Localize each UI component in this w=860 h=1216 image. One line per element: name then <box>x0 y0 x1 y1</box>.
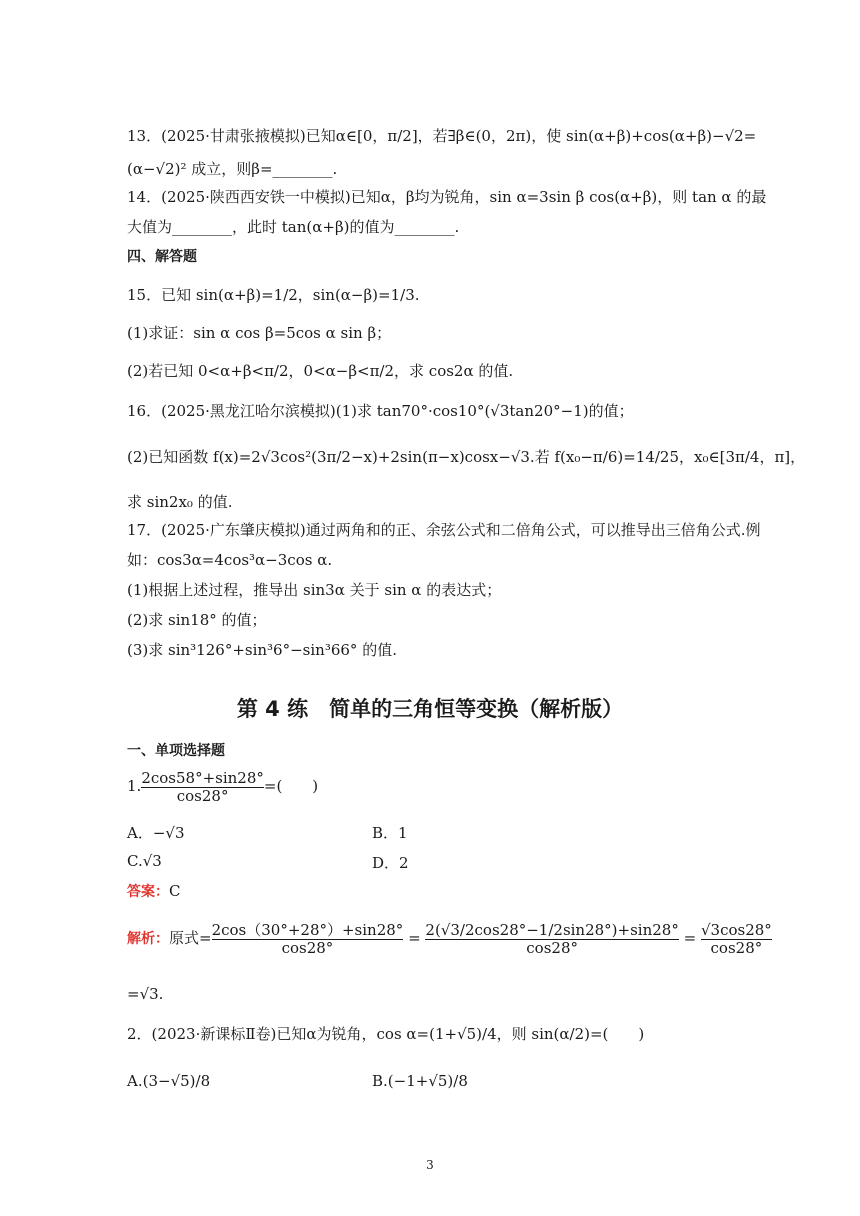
q16-part-1: 16．(2025·黑龙江哈尔滨模拟)(1)求 tan70°·cos10°(√3tan20°−1)的值； <box>127 402 634 420</box>
solution-intro: 原式= <box>169 929 212 947</box>
q15-part-1: (1)求证：sin α cos β=5cos α sin β； <box>127 324 392 342</box>
section-heading-1: 一、单项选择题 <box>127 743 225 759</box>
answer-label: 答案： <box>127 884 169 900</box>
q17-part-1: (1)根据上述过程，推导出 sin3α 关于 sin α 的表达式； <box>127 581 502 599</box>
p1-solution: 解析：原式= $\frac{2\cos(30^\circ+28^\circ)+\sin 28^\circ}{\cos 28^\circ}$ = $\frac{2(√3/2\cos 28^\circ-1/2\sin 28^\circ)+\sin 28^\circ}{\cos 28^\circ}$ = $\frac{√3\cos 28^\circ}{\cos 28^\circ}$ <box>127 921 772 957</box>
p1-tail: =( ) <box>263 777 319 795</box>
solution-fraction-2 <box>425 922 678 956</box>
q14-line-1: 14．(2025·陕西西安铁一中模拟)已知α，β均为锐角，sin α=3sin β cos(α+β)，则 tan α 的最 <box>127 188 767 206</box>
q17-part-3: (3)求 sin³126°+sin³6°−sin³66° 的值. <box>127 641 397 659</box>
solution-fraction-3 <box>701 922 772 956</box>
p1-option-c: C.√3 <box>127 852 162 870</box>
q13-line-1: 13．(2025·甘肃张掖模拟)已知α∈[0，π/2]，若∃β∈(0，2π)，使 sin(α+β)+cos(α+β)−√2= <box>127 127 757 145</box>
q16-part-2-cont: 求 sin2x₀ 的值. <box>127 493 233 511</box>
q17-line-1: 17．(2025·广东肇庆模拟)通过两角和的正、余弦公式和二倍角公式，可以推导出三倍角公式.例 <box>127 521 761 539</box>
p1-option-b: B．1 <box>372 824 408 842</box>
p2-question: 2．(2023·新课标Ⅱ卷)已知α为锐角，cos α=(1+√5)/4，则 sin(α/2)=( ) <box>127 1025 645 1043</box>
answer-value: C <box>169 882 181 900</box>
q16-part-2: (2)已知函数 f(x)=2√3cos²(3π/2−x)+2sin(π−x)cosx−√3.若 f(x₀−π/6)=14/25，x₀∈[3π/4，π]， <box>127 448 806 466</box>
solution-label: 解析： <box>127 931 169 947</box>
solution-fraction-3-den: cos28° <box>701 939 772 957</box>
p1-option-d: D．2 <box>372 854 409 872</box>
p1-denominator: cos28° <box>141 787 264 805</box>
p1-fraction <box>141 770 264 804</box>
page-number: 3 <box>426 1158 434 1172</box>
q15-part-2: (2)若已知 0<α+β<π/2，0<α−β<π/2，求 cos2α 的值. <box>127 362 514 380</box>
solution-fraction-2-top: 2(√3/2cos28°−1/2sin28°)+sin28° <box>425 921 679 939</box>
solution-fraction-3-top: √3cos28° <box>700 921 772 939</box>
solution-end: =√3. <box>127 985 164 1003</box>
q15-line: 15．已知 sin(α+β)=1/2，sin(α−β)=1/3. <box>127 286 420 304</box>
solution-fraction-1-den: cos28° <box>212 939 404 957</box>
p1-answer <box>127 881 180 901</box>
q14-line-2: 大值为________，此时 tan(α+β)的值为________. <box>127 218 460 236</box>
solution-fraction-2-den: cos28° <box>425 939 678 957</box>
q17-line-2: 如：cos3α=4cos³α−3cos α. <box>127 551 333 569</box>
p1-numerator: 2cos58°+sin28° <box>141 769 264 787</box>
q13-line-2: (α−√2)² 成立，则β=________. <box>127 160 338 178</box>
p2-option-a: A.(3−√5)/8 <box>127 1072 211 1090</box>
p1-option-a: A．−√3 <box>127 824 185 842</box>
p1-question <box>127 770 318 804</box>
p2-option-b: B.(−1+√5)/8 <box>372 1072 468 1090</box>
q17-part-2: (2)求 sin18° 的值； <box>127 611 267 629</box>
section-heading-4: 四、解答题 <box>127 249 197 265</box>
solution-fraction-1 <box>212 922 404 956</box>
solution-fraction-1-top: 2cos（30°+28°）+sin28° <box>211 921 404 939</box>
p1-number: 1. <box>127 777 142 795</box>
page-title: 第 4 练 简单的三角恒等变换（解析版） <box>236 697 624 721</box>
